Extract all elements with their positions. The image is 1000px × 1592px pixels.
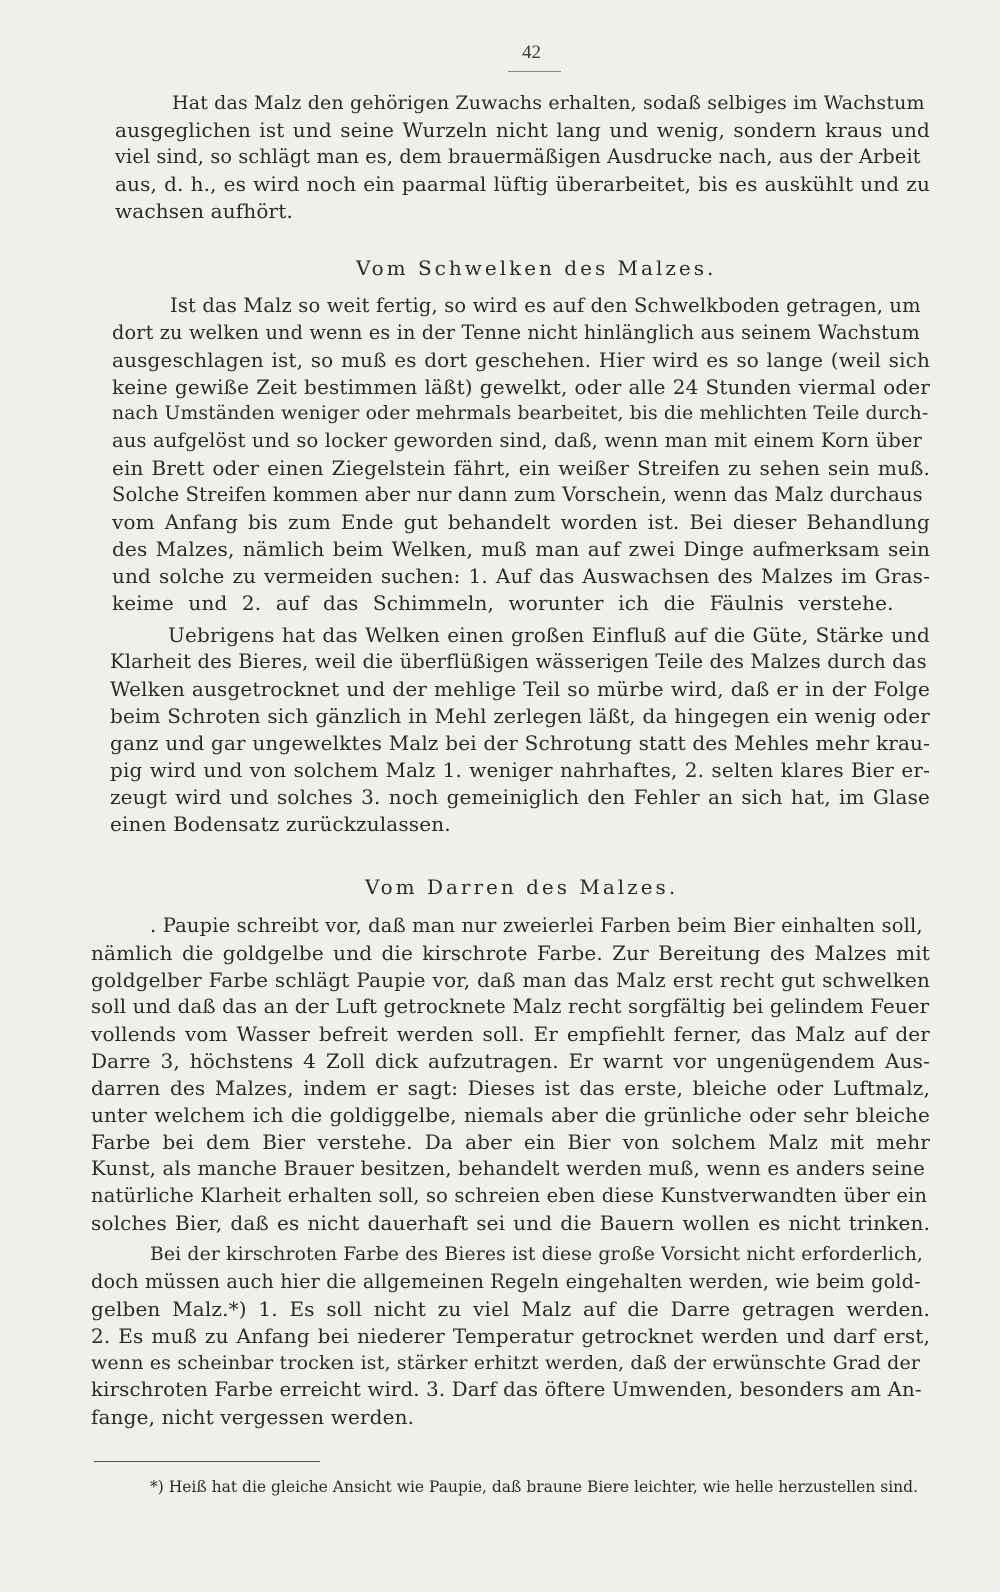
text-line: keime und 2. auf das Schimmeln, worunter ich die Fäulnis verstehe.	[112, 591, 894, 615]
text-line: fange, nicht vergessen werden.	[91, 1405, 415, 1429]
text-line: vollends vom Wasser befreit werden soll. Er empfiehlt ferner, das Malz auf der	[91, 1022, 930, 1046]
text-line: solches Bier, daß es nicht dauerhaft sei und die Bauern wollen es nicht trinken.	[91, 1211, 930, 1235]
text-line: Uebrigens hat das Welken einen großen Einfluß auf die Güte, Stärke und	[168, 623, 930, 647]
text-line: gelben Malz.*) 1. Es soll nicht zu viel Malz auf die Darre getragen werden.	[91, 1297, 930, 1321]
text-line: wenn es scheinbar trocken ist, stärker erhitzt werden, daß der erwünschte Grad der	[91, 1352, 921, 1374]
text-line: darren des Malzes, indem er sagt: Dieses ist das erste, bleiche oder Luftmalz,	[91, 1076, 930, 1100]
text-line: Darre 3, höchstens 4 Zoll dick aufzutragen. Er warnt vor ungenügendem Aus-	[91, 1049, 930, 1073]
text-line: keine gewiße Zeit bestimmen läßt) gewelkt, oder alle 24 Stunden viermal oder	[112, 375, 930, 399]
text-line: Kunst, als manche Brauer besitzen, behandelt werden muß, wenn es anders seine	[91, 1157, 925, 1180]
footnote: *) Heiß hat die gleiche Ansicht wie Paupie, daß braune Biere leichter, wie helle herzustellen sind.	[150, 1478, 919, 1496]
text-line: Farbe bei dem Bier verstehe. Da aber ein Bier von solchem Malz mit mehr	[91, 1130, 930, 1154]
text-line: aus aufgelöst und so locker geworden sind, daß, wenn man mit einem Korn über	[112, 429, 923, 452]
text-line: Welken ausgetrocknet und der mehlige Teil so mürbe wird, daß er in der Folge	[110, 677, 930, 701]
text-line: pig wird und von solchem Malz 1. weniger nahrhaftes, 2. selten klares Bier er-	[110, 758, 930, 782]
section-heading: Vom Schwelken des Malzes.	[356, 256, 717, 280]
text-line: ein Brett oder einen Ziegelstein fährt, ein weißer Streifen zu sehen sein muß.	[112, 456, 930, 480]
section-heading: Vom Darren des Malzes.	[365, 875, 679, 899]
text-line: natürliche Klarheit erhalten soll, so schreien eben diese Kunstverwandten über ein	[91, 1184, 928, 1207]
text-line: kirschroten Farbe erreicht wird. 3. Darf das öftere Umwenden, besonders am An-	[91, 1378, 922, 1401]
text-line: unter welchem ich die goldiggelbe, niemals aber die grünliche oder sehr bleiche	[91, 1103, 930, 1127]
text-line: Hat das Malz den gehörigen Zuwachs erhalten, sodaß selbiges im Wachstum	[172, 92, 925, 114]
text-line: ganz und gar ungewelktes Malz bei der Schrotung statt des Mehles mehr krau-	[110, 731, 930, 755]
text-line: des Malzes, nämlich beim Welken, muß man auf zwei Dinge aufmerksam sein	[112, 537, 930, 561]
text-line: nämlich die goldgelbe und die kirschrote Farbe. Zur Bereitung des Malzes mit	[91, 941, 930, 965]
text-line: Ist das Malz so weit fertig, so wird es auf den Schwelkboden getragen, um	[170, 294, 921, 317]
text-line: soll und daß das an der Luft getrocknete Malz recht sorgfältig bei gelindem Feuer	[91, 995, 930, 1018]
text-line: dort zu welken und wenn es in der Tenne nicht hinlänglich aus seinem Wachstum	[112, 321, 920, 344]
text-line: beim Schroten sich gänzlich in Mehl zerlegen läßt, da hingegen ein wenig oder	[110, 704, 930, 728]
text-line: vom Anfang bis zum Ende gut behandelt worden ist. Bei dieser Behandlung	[112, 510, 930, 534]
text-line: und solche zu vermeiden suchen: 1. Auf das Auswachsen des Malzes im Gras-	[112, 564, 930, 588]
text-line: zeugt wird und solches 3. noch gemeiniglich den Fehler an sich hat, im Glase	[110, 785, 930, 809]
text-line: einen Bodensatz zurückzulassen.	[110, 812, 451, 836]
footnote-rule	[94, 1461, 320, 1462]
text-line: 2. Es muß zu Anfang bei niederer Temperatur getrocknet werden und darf erst,	[91, 1324, 930, 1348]
page-number: 42	[522, 42, 541, 63]
text-line: aus, d. h., es wird noch ein paarmal lüftig überarbeitet, bis es auskühlt und zu	[115, 172, 930, 196]
text-line: goldgelber Farbe schlägt Paupie vor, daß man das Malz erst recht gut schwelken	[91, 968, 930, 992]
text-line: Solche Streifen kommen aber nur dann zum Vorschein, wenn das Malz durchaus	[112, 483, 923, 506]
text-line: Bei der kirschroten Farbe des Bieres ist diese große Vorsicht nicht erforderlich,	[150, 1244, 924, 1265]
text-line: doch müssen auch hier die allgemeinen Regeln eingehalten werden, wie beim gold-	[91, 1270, 921, 1293]
text-line: nach Umständen weniger oder mehrmals bearbeitet, bis die mehlichten Teile durch-	[112, 403, 929, 424]
text-line: ausgeglichen ist und seine Wurzeln nicht lang und wenig, sondern kraus und	[115, 118, 930, 142]
page-number-rule	[508, 71, 561, 72]
text-line: . Paupie schreibt vor, daß man nur zweierlei Farben beim Bier einhalten soll,	[150, 914, 923, 937]
text-line: ausgeschlagen ist, so muß es dort geschehen. Hier wird es so lange (weil sich	[112, 348, 930, 372]
text-line: viel sind, so schlägt man es, dem brauermäßigen Ausdrucke nach, aus der Arbeit	[115, 145, 921, 168]
text-line: wachsen aufhört.	[115, 199, 293, 223]
text-line: Klarheit des Bieres, weil die überflüßigen wässerigen Teile des Malzes durch das	[110, 650, 927, 673]
